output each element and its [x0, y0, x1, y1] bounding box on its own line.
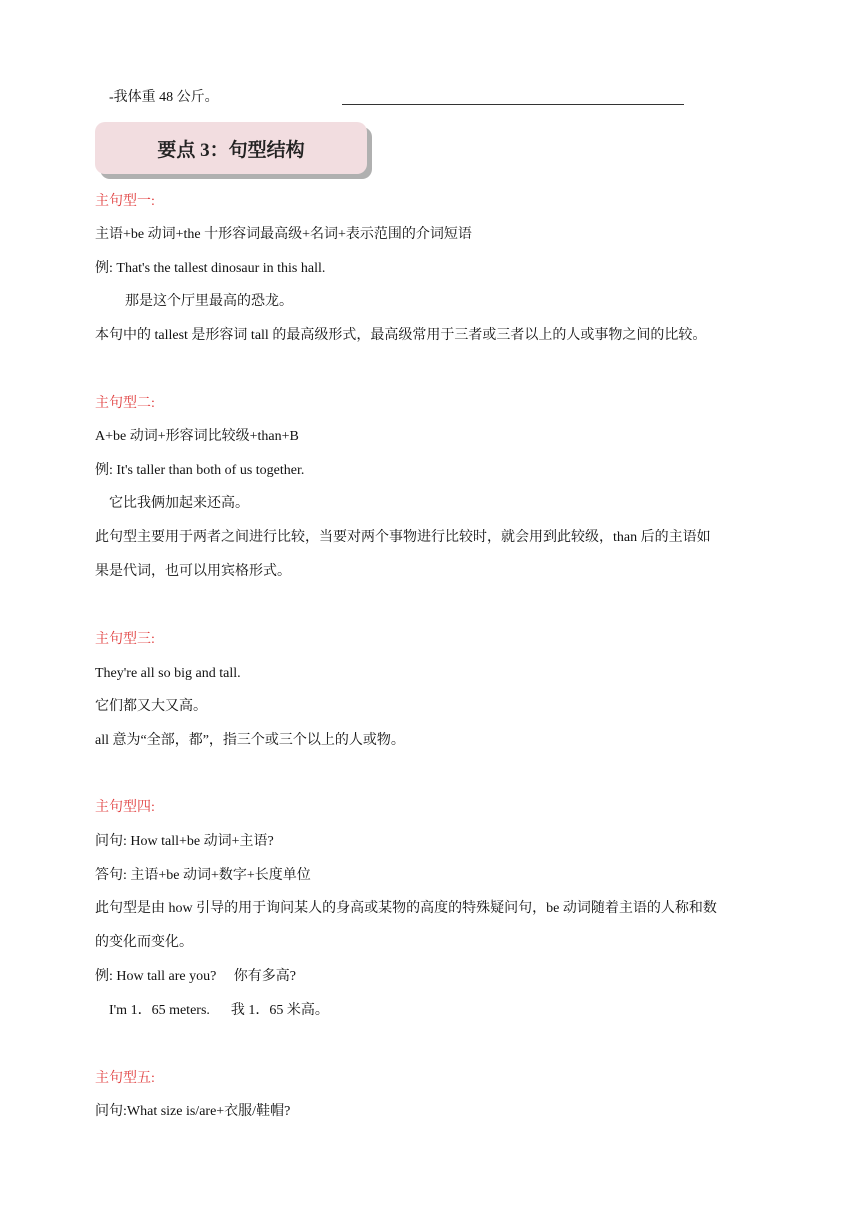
pattern3-title: 主句型三:: [95, 632, 155, 647]
pattern4-example1: 例: How tall are you? 你有多高?: [95, 969, 297, 984]
pattern2-example: 例: It's taller than both of us together.: [95, 463, 305, 478]
pattern4-title: 主句型四:: [95, 800, 155, 815]
pattern1-title: 主句型一:: [95, 194, 155, 209]
pattern5-question: 问句:What size is/are+衣服/鞋帽?: [95, 1104, 291, 1119]
pattern2-formula: A+be 动词+形容词比较级+than+B: [95, 429, 299, 444]
pattern1-formula: 主语+be 动词+the 十形容词最高级+名词+表示范围的介词短语: [95, 227, 472, 242]
pattern2-note-line2: 果是代词，也可以用宾格形式。: [95, 564, 291, 579]
pattern2-translation: 它比我俩加起来还高。: [109, 496, 249, 511]
pattern4-question: 问句: How tall+be 动词+主语?: [95, 834, 274, 849]
pattern1-example: 例: That's the tallest dinosaur in this hall.: [95, 261, 326, 276]
pattern2-title: 主句型二:: [95, 396, 155, 411]
pattern1-note: 本句中的 tallest 是形容词 tall 的最高级形式，最高级常用于三者或三者以上的人或事物之间的比较。: [95, 328, 707, 343]
pattern5-title: 主句型五:: [95, 1071, 155, 1086]
pattern1-translation: 那是这个厅里最高的恐龙。: [125, 294, 293, 309]
pattern3-translation: 它们都又大又高。: [95, 699, 207, 714]
pattern2-note-line1: 此句型主要用于两者之间进行比较，当要对两个事物进行比较时，就会用到此较级，than 后的主语如: [95, 530, 711, 545]
pattern4-example2: I'm 1．65 meters. 我 1．65 米高。: [109, 1003, 329, 1018]
answer-blank-line: [342, 104, 684, 105]
pattern3-note: all 意为“全部，都”，指三个或三个以上的人或物。: [95, 733, 405, 748]
weight-sentence: -我体重 48 公斤。: [109, 90, 219, 105]
pattern4-answer: 答句: 主语+be 动词+数字+长度单位: [95, 868, 311, 883]
pattern4-note-line1: 此句型是由 how 引导的用于询问某人的身高或某物的高度的特殊疑问句，be 动词随着主语的人称和数: [95, 901, 717, 916]
section-heading: 要点 3：句型结构: [95, 122, 367, 174]
pattern3-example: They're all so big and tall.: [95, 666, 241, 681]
pattern4-note-line2: 的变化而变化。: [95, 935, 193, 950]
